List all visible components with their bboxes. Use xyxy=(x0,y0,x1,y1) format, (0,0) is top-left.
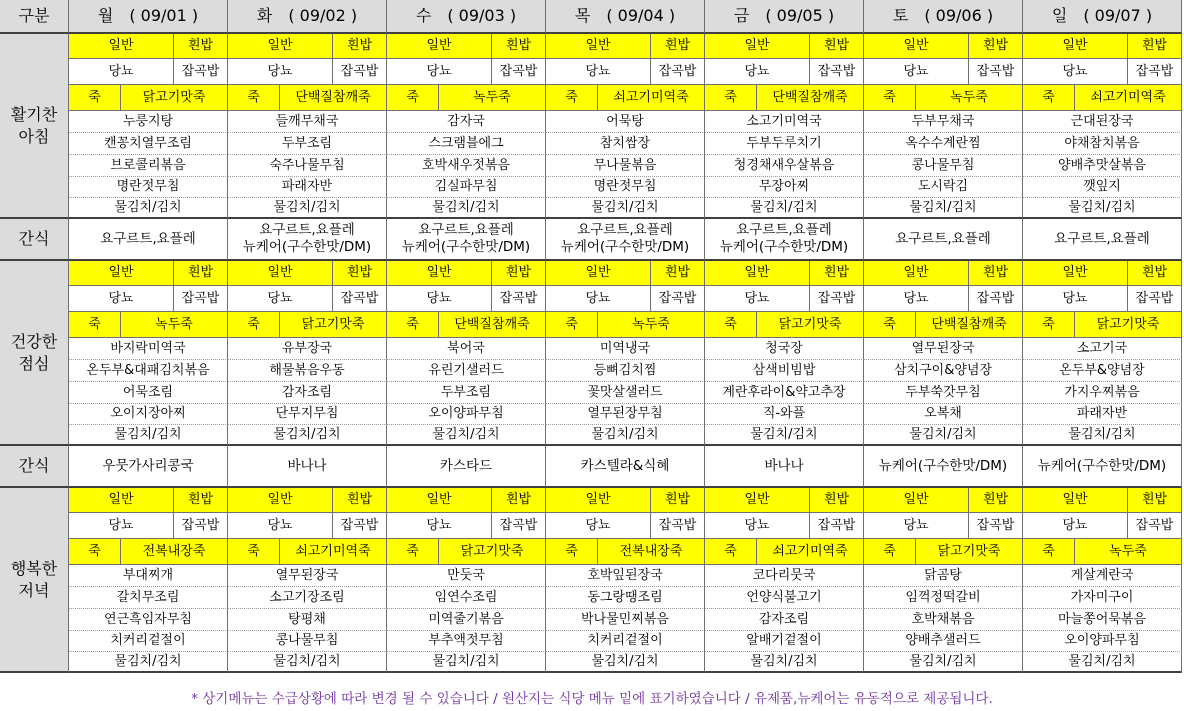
label-general: 일반 xyxy=(69,488,174,513)
label-porridge: 죽 xyxy=(1023,539,1075,565)
menu-item: 물김치/김치 xyxy=(228,198,387,219)
label-multigrain: 잡곡밥 xyxy=(1128,286,1182,312)
meal-label-1 xyxy=(0,261,69,446)
label-multigrain: 잡곡밥 xyxy=(1128,513,1182,539)
menu-item: 스크램블에그 xyxy=(387,133,546,155)
menu-item: 콩나물무침 xyxy=(864,155,1023,177)
menu-item: 무장아찌 xyxy=(705,177,864,198)
menu-item: 물김치/김치 xyxy=(228,652,387,673)
label-multigrain: 잡곡밥 xyxy=(174,286,228,312)
header-day-name: 토 xyxy=(892,6,909,25)
label-diabetic: 당뇨 xyxy=(705,513,810,539)
snack-item xyxy=(1023,446,1182,488)
header-day-1 xyxy=(228,0,387,34)
label-multigrain: 잡곡밥 xyxy=(174,513,228,539)
meal-label-word: 저녁 xyxy=(18,580,50,600)
snack-item-line: 요구르트,요플레 xyxy=(577,222,673,238)
label-general: 일반 xyxy=(546,34,651,59)
porridge-menu: 녹두죽 xyxy=(916,85,1023,111)
snack-item xyxy=(546,446,705,488)
label-general: 일반 xyxy=(1023,34,1128,59)
label-general: 일반 xyxy=(864,34,969,59)
menu-item: 도시락김 xyxy=(864,177,1023,198)
label-multigrain: 잡곡밥 xyxy=(651,513,705,539)
label-porridge: 죽 xyxy=(387,539,439,565)
menu-item: 마늘쫑어묵볶음 xyxy=(1023,609,1182,631)
menu-item: 캔꽁치열무조림 xyxy=(69,133,228,155)
snack-label-1: 간식 xyxy=(0,446,69,488)
label-white-rice: 흰밥 xyxy=(810,488,864,513)
label-porridge: 죽 xyxy=(705,539,757,565)
porridge-menu: 쇠고기미역죽 xyxy=(598,85,705,111)
porridge-menu: 단백질참깨죽 xyxy=(439,312,546,338)
label-white-rice: 흰밥 xyxy=(651,261,705,286)
header-day-date: ( 09/04 ) xyxy=(606,6,676,25)
label-multigrain: 잡곡밥 xyxy=(492,286,546,312)
menu-item: 소고기국 xyxy=(1023,338,1182,360)
menu-item: 탕평채 xyxy=(228,609,387,631)
snack-item-line: 요구르트,요플레 xyxy=(895,230,991,247)
menu-item: 물김치/김치 xyxy=(69,652,228,673)
menu-item: 두부조림 xyxy=(387,382,546,404)
label-multigrain: 잡곡밥 xyxy=(810,286,864,312)
label-porridge: 죽 xyxy=(864,312,916,338)
label-porridge: 죽 xyxy=(546,312,598,338)
menu-item: 동그랑땡조림 xyxy=(546,587,705,609)
menu-item: 물김치/김치 xyxy=(69,425,228,446)
label-porridge: 죽 xyxy=(387,85,439,111)
menu-item: 어묵탕 xyxy=(546,111,705,133)
menu-item: 물김치/김치 xyxy=(864,425,1023,446)
menu-item: 호박잎된장국 xyxy=(546,565,705,587)
menu-item: 파래자반 xyxy=(228,177,387,198)
snack-item-line: 요구르트,요플레 xyxy=(1054,230,1150,247)
header-day-6 xyxy=(1023,0,1182,34)
label-general: 일반 xyxy=(705,34,810,59)
header-day-date: ( 09/05 ) xyxy=(765,6,835,25)
label-diabetic: 당뇨 xyxy=(864,286,969,312)
menu-item: 소고기장조림 xyxy=(228,587,387,609)
menu-item: 두부두루치기 xyxy=(705,133,864,155)
label-multigrain: 잡곡밥 xyxy=(333,513,387,539)
menu-item: 가지우찌볶음 xyxy=(1023,382,1182,404)
footer-note: * 상기메뉴는 수급상황에 따라 변경 될 수 있습니다 / 원산지는 식당 메뉴 밑에 표기하였습니다 / 유제품,뉴케어는 유동적으로 제공됩니다. xyxy=(0,683,1184,711)
porridge-menu: 닭고기맛죽 xyxy=(280,312,387,338)
snack-item xyxy=(705,446,864,488)
snack-item-line: 바나나 xyxy=(287,457,327,474)
label-white-rice: 흰밥 xyxy=(969,261,1023,286)
menu-item: 임꺽정떡갈비 xyxy=(864,587,1023,609)
menu-item: 감자조림 xyxy=(705,609,864,631)
snack-item-line: 바나나 xyxy=(764,457,804,474)
menu-item: 미역줄기볶음 xyxy=(387,609,546,631)
menu-item: 명란젓무침 xyxy=(69,177,228,198)
menu-item: 물김치/김치 xyxy=(546,652,705,673)
menu-item: 열무된장국 xyxy=(228,565,387,587)
label-white-rice: 흰밥 xyxy=(810,34,864,59)
label-white-rice: 흰밥 xyxy=(492,34,546,59)
menu-item: 감자조림 xyxy=(228,382,387,404)
label-general: 일반 xyxy=(387,261,492,286)
label-porridge: 죽 xyxy=(1023,85,1075,111)
header-day-date: ( 09/03 ) xyxy=(447,6,517,25)
label-white-rice: 흰밥 xyxy=(333,488,387,513)
label-multigrain: 잡곡밥 xyxy=(969,286,1023,312)
porridge-menu: 쇠고기미역죽 xyxy=(757,539,864,565)
menu-item: 소고기미역국 xyxy=(705,111,864,133)
label-white-rice: 흰밥 xyxy=(174,488,228,513)
menu-item: 부추액젓무침 xyxy=(387,631,546,652)
snack-item xyxy=(1023,219,1182,261)
menu-item: 꽃맛살샐러드 xyxy=(546,382,705,404)
label-general: 일반 xyxy=(546,261,651,286)
snack-item-line: 카스타드 xyxy=(439,457,493,474)
menu-item: 만둣국 xyxy=(387,565,546,587)
label-diabetic: 당뇨 xyxy=(387,59,492,85)
header-day-4 xyxy=(705,0,864,34)
label-porridge: 죽 xyxy=(705,85,757,111)
label-porridge: 죽 xyxy=(228,312,280,338)
menu-item: 가자미구이 xyxy=(1023,587,1182,609)
label-porridge: 죽 xyxy=(387,312,439,338)
label-general: 일반 xyxy=(1023,488,1128,513)
menu-item: 김실파무침 xyxy=(387,177,546,198)
menu-item: 두부무채국 xyxy=(864,111,1023,133)
label-diabetic: 당뇨 xyxy=(228,59,333,85)
snack-item xyxy=(69,219,228,261)
snack-item xyxy=(387,219,546,261)
snack-item xyxy=(69,446,228,488)
snack-item-line: 뉴케어(구수한맛/DM) xyxy=(719,239,849,255)
label-white-rice: 흰밥 xyxy=(1128,261,1182,286)
label-multigrain: 잡곡밥 xyxy=(969,513,1023,539)
menu-item: 물김치/김치 xyxy=(387,652,546,673)
header-day-date: ( 09/02 ) xyxy=(288,6,358,25)
label-general: 일반 xyxy=(228,261,333,286)
snack-item-line: 요구르트,요플레 xyxy=(736,222,832,238)
label-white-rice: 흰밥 xyxy=(492,488,546,513)
label-general: 일반 xyxy=(69,261,174,286)
header-day-5 xyxy=(864,0,1023,34)
menu-item: 닭곰탕 xyxy=(864,565,1023,587)
porridge-menu: 단백질참깨죽 xyxy=(757,85,864,111)
label-porridge: 죽 xyxy=(228,85,280,111)
menu-item: 호박새우젓볶음 xyxy=(387,155,546,177)
label-white-rice: 흰밥 xyxy=(174,34,228,59)
label-diabetic: 당뇨 xyxy=(228,513,333,539)
menu-item: 물김치/김치 xyxy=(1023,425,1182,446)
porridge-menu: 단백질참깨죽 xyxy=(916,312,1023,338)
snack-item-line: 뉴케어(구수한맛/DM) xyxy=(560,239,690,255)
menu-item: 파래자반 xyxy=(1023,404,1182,425)
header-day-name: 수 xyxy=(415,6,432,25)
menu-item: 무나물볶음 xyxy=(546,155,705,177)
label-general: 일반 xyxy=(228,488,333,513)
header-day-3 xyxy=(546,0,705,34)
menu-item: 삼색비빔밥 xyxy=(705,360,864,382)
menu-item: 오이양파무침 xyxy=(1023,631,1182,652)
meal-label-0 xyxy=(0,34,69,219)
label-porridge: 죽 xyxy=(228,539,280,565)
label-multigrain: 잡곡밥 xyxy=(174,59,228,85)
menu-item: 갈치무조림 xyxy=(69,587,228,609)
menu-item: 참치쌈장 xyxy=(546,133,705,155)
menu-item: 해물볶음우동 xyxy=(228,360,387,382)
porridge-menu: 녹두죽 xyxy=(1075,539,1182,565)
menu-item: 직-와플 xyxy=(705,404,864,425)
menu-item: 양배추샐러드 xyxy=(864,631,1023,652)
menu-item: 북어국 xyxy=(387,338,546,360)
porridge-menu: 닭고기맛죽 xyxy=(121,85,228,111)
label-porridge: 죽 xyxy=(1023,312,1075,338)
menu-item: 누룽지탕 xyxy=(69,111,228,133)
snack-item xyxy=(546,219,705,261)
label-diabetic: 당뇨 xyxy=(705,286,810,312)
porridge-menu: 전복내장죽 xyxy=(598,539,705,565)
menu-item: 코다리뭇국 xyxy=(705,565,864,587)
menu-item: 물김치/김치 xyxy=(546,425,705,446)
label-multigrain: 잡곡밥 xyxy=(492,59,546,85)
label-general: 일반 xyxy=(69,34,174,59)
snack-item xyxy=(228,446,387,488)
label-general: 일반 xyxy=(387,488,492,513)
label-diabetic: 당뇨 xyxy=(1023,59,1128,85)
snack-item-line: 요구르트,요플레 xyxy=(259,222,355,238)
header-day-name: 금 xyxy=(733,6,750,25)
menu-item: 물김치/김치 xyxy=(1023,198,1182,219)
label-multigrain: 잡곡밥 xyxy=(333,59,387,85)
label-multigrain: 잡곡밥 xyxy=(492,513,546,539)
menu-item: 오이양파무침 xyxy=(387,404,546,425)
label-white-rice: 흰밥 xyxy=(651,34,705,59)
label-general: 일반 xyxy=(705,261,810,286)
menu-item: 게살계란국 xyxy=(1023,565,1182,587)
menu-item: 물김치/김치 xyxy=(864,198,1023,219)
menu-item: 옥수수계란찜 xyxy=(864,133,1023,155)
label-porridge: 죽 xyxy=(69,85,121,111)
porridge-menu: 닭고기맛죽 xyxy=(757,312,864,338)
header-day-name: 화 xyxy=(256,6,273,25)
menu-item: 박나물민찌볶음 xyxy=(546,609,705,631)
snack-label-0: 간식 xyxy=(0,219,69,261)
menu-item: 임연수조림 xyxy=(387,587,546,609)
menu-item: 단무지무침 xyxy=(228,404,387,425)
label-diabetic: 당뇨 xyxy=(1023,286,1128,312)
meal-label-2 xyxy=(0,488,69,673)
snack-item xyxy=(705,219,864,261)
label-white-rice: 흰밥 xyxy=(174,261,228,286)
menu-item: 계란후라이&약고추장 xyxy=(705,382,864,404)
porridge-menu: 닭고기맛죽 xyxy=(439,539,546,565)
meal-label-word: 건강한 xyxy=(10,331,58,351)
porridge-menu: 닭고기맛죽 xyxy=(1075,312,1182,338)
snack-item-line: 카스텔라&식혜 xyxy=(580,457,670,474)
label-white-rice: 흰밥 xyxy=(492,261,546,286)
menu-item: 바지락미역국 xyxy=(69,338,228,360)
label-multigrain: 잡곡밥 xyxy=(333,286,387,312)
label-general: 일반 xyxy=(864,261,969,286)
menu-item: 오복채 xyxy=(864,404,1023,425)
label-white-rice: 흰밥 xyxy=(333,34,387,59)
menu-item: 물김치/김치 xyxy=(1023,652,1182,673)
snack-item xyxy=(864,219,1023,261)
label-porridge: 죽 xyxy=(864,539,916,565)
label-diabetic: 당뇨 xyxy=(387,286,492,312)
menu-item: 등뼈김치찜 xyxy=(546,360,705,382)
header-category: 구분 xyxy=(0,0,69,34)
porridge-menu: 쇠고기미역죽 xyxy=(280,539,387,565)
menu-item: 알배기겉절이 xyxy=(705,631,864,652)
label-white-rice: 흰밥 xyxy=(333,261,387,286)
label-diabetic: 당뇨 xyxy=(546,286,651,312)
label-white-rice: 흰밥 xyxy=(651,488,705,513)
menu-item: 물김치/김치 xyxy=(387,198,546,219)
label-porridge: 죽 xyxy=(546,85,598,111)
menu-item: 명란젓무침 xyxy=(546,177,705,198)
menu-item: 어묵조림 xyxy=(69,382,228,404)
porridge-menu: 닭고기맛죽 xyxy=(916,539,1023,565)
meal-label-word: 아침 xyxy=(18,126,50,146)
label-diabetic: 당뇨 xyxy=(864,59,969,85)
header-day-0 xyxy=(69,0,228,34)
label-general: 일반 xyxy=(546,488,651,513)
label-multigrain: 잡곡밥 xyxy=(969,59,1023,85)
menu-item: 양배추맛살볶음 xyxy=(1023,155,1182,177)
menu-item: 온두부&대패김치볶음 xyxy=(69,360,228,382)
label-multigrain: 잡곡밥 xyxy=(810,513,864,539)
menu-item: 깻잎지 xyxy=(1023,177,1182,198)
menu-item: 유부장국 xyxy=(228,338,387,360)
menu-item: 브로콜리볶음 xyxy=(69,155,228,177)
snack-item-line: 요구르트,요플레 xyxy=(100,230,196,247)
menu-item: 물김치/김치 xyxy=(228,425,387,446)
menu-item: 야채참치볶음 xyxy=(1023,133,1182,155)
menu-item: 치커리겉절이 xyxy=(69,631,228,652)
label-diabetic: 당뇨 xyxy=(546,59,651,85)
menu-item: 두부조림 xyxy=(228,133,387,155)
label-porridge: 죽 xyxy=(69,312,121,338)
menu-item: 열무된장무침 xyxy=(546,404,705,425)
header-day-name: 일 xyxy=(1051,6,1068,25)
label-diabetic: 당뇨 xyxy=(546,513,651,539)
menu-item: 청경채새우살볶음 xyxy=(705,155,864,177)
label-diabetic: 당뇨 xyxy=(1023,513,1128,539)
menu-item: 열무된장국 xyxy=(864,338,1023,360)
label-diabetic: 당뇨 xyxy=(864,513,969,539)
menu-item: 근대된장국 xyxy=(1023,111,1182,133)
label-white-rice: 흰밥 xyxy=(1128,488,1182,513)
snack-item-line: 뉴케어(구수한맛/DM) xyxy=(1037,457,1167,474)
meal-label-word: 점심 xyxy=(18,353,50,373)
header-day-date: ( 09/01 ) xyxy=(129,6,199,25)
menu-item: 온두부&양념장 xyxy=(1023,360,1182,382)
menu-item: 물김치/김치 xyxy=(69,198,228,219)
label-general: 일반 xyxy=(1023,261,1128,286)
label-diabetic: 당뇨 xyxy=(69,513,174,539)
menu-item: 물김치/김치 xyxy=(387,425,546,446)
menu-item: 오이지장아찌 xyxy=(69,404,228,425)
snack-item-line: 우뭇가사리콩국 xyxy=(102,457,194,474)
label-general: 일반 xyxy=(864,488,969,513)
menu-item: 물김치/김치 xyxy=(864,652,1023,673)
header-day-name: 월 xyxy=(97,6,114,25)
meal-label-word: 활기찬 xyxy=(10,104,58,124)
menu-item: 유린기샐러드 xyxy=(387,360,546,382)
snack-item xyxy=(228,219,387,261)
menu-item: 삼치구이&양념장 xyxy=(864,360,1023,382)
menu-item: 숙주나물무침 xyxy=(228,155,387,177)
label-diabetic: 당뇨 xyxy=(228,286,333,312)
label-multigrain: 잡곡밥 xyxy=(651,286,705,312)
header-day-name: 목 xyxy=(574,6,591,25)
menu-item: 언양식불고기 xyxy=(705,587,864,609)
snack-item-line: 뉴케어(구수한맛/DM) xyxy=(242,239,372,255)
menu-item: 들깨무채국 xyxy=(228,111,387,133)
menu-item: 감자국 xyxy=(387,111,546,133)
snack-item xyxy=(387,446,546,488)
menu-item: 청국장 xyxy=(705,338,864,360)
label-general: 일반 xyxy=(228,34,333,59)
label-white-rice: 흰밥 xyxy=(810,261,864,286)
menu-item: 호박채볶음 xyxy=(864,609,1023,631)
label-multigrain: 잡곡밥 xyxy=(810,59,864,85)
label-porridge: 죽 xyxy=(864,85,916,111)
label-general: 일반 xyxy=(705,488,810,513)
porridge-menu: 쇠고기미역죽 xyxy=(1075,85,1182,111)
menu-item: 물김치/김치 xyxy=(705,198,864,219)
menu-item: 물김치/김치 xyxy=(705,652,864,673)
label-diabetic: 당뇨 xyxy=(705,59,810,85)
menu-item: 치커리겉절이 xyxy=(546,631,705,652)
snack-item-line: 뉴케어(구수한맛/DM) xyxy=(878,457,1008,474)
menu-item: 부대찌개 xyxy=(69,565,228,587)
label-white-rice: 흰밥 xyxy=(969,488,1023,513)
header-day-date: ( 09/07 ) xyxy=(1083,6,1153,25)
snack-item-line: 뉴케어(구수한맛/DM) xyxy=(401,239,531,255)
label-general: 일반 xyxy=(387,34,492,59)
menu-item: 물김치/김치 xyxy=(705,425,864,446)
snack-item-line: 요구르트,요플레 xyxy=(418,222,514,238)
label-multigrain: 잡곡밥 xyxy=(651,59,705,85)
label-multigrain: 잡곡밥 xyxy=(1128,59,1182,85)
porridge-menu: 전복내장죽 xyxy=(121,539,228,565)
porridge-menu: 단백질참깨죽 xyxy=(280,85,387,111)
label-porridge: 죽 xyxy=(69,539,121,565)
porridge-menu: 녹두죽 xyxy=(439,85,546,111)
meal-label-word: 행복한 xyxy=(10,558,58,578)
label-diabetic: 당뇨 xyxy=(387,513,492,539)
menu-item: 미역냉국 xyxy=(546,338,705,360)
snack-item xyxy=(864,446,1023,488)
menu-item: 두부쑥갓무침 xyxy=(864,382,1023,404)
menu-item: 콩나물무침 xyxy=(228,631,387,652)
label-white-rice: 흰밥 xyxy=(1128,34,1182,59)
header-day-date: ( 09/06 ) xyxy=(924,6,994,25)
label-porridge: 죽 xyxy=(705,312,757,338)
label-diabetic: 당뇨 xyxy=(69,59,174,85)
label-diabetic: 당뇨 xyxy=(69,286,174,312)
menu-item: 연근흑임자무침 xyxy=(69,609,228,631)
label-porridge: 죽 xyxy=(546,539,598,565)
menu-item: 물김치/김치 xyxy=(546,198,705,219)
header-day-2 xyxy=(387,0,546,34)
porridge-menu: 녹두죽 xyxy=(598,312,705,338)
porridge-menu: 녹두죽 xyxy=(121,312,228,338)
label-white-rice: 흰밥 xyxy=(969,34,1023,59)
